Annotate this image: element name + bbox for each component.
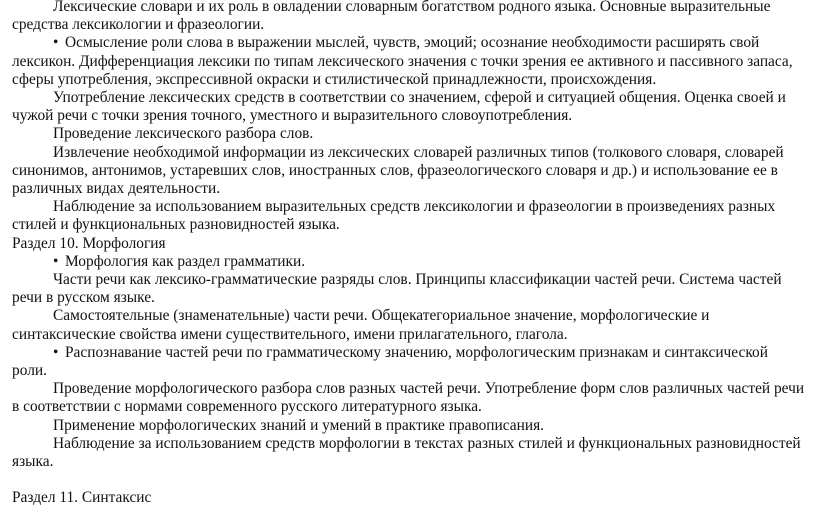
paragraph-morphology-observation: Наблюдение за использованием средств морфологии в текстах разных стилей и функциональных разновидностей языка.	[12, 434, 801, 471]
paragraph-lexical-dictionaries: Лексические словари и их роль в овладении словарным богатством родного языка. Основные выразительные средства лексикологии и фразеологии.	[12, 0, 771, 34]
bullet-item-word-role	[12, 34, 806, 89]
bullet-icon: •	[53, 343, 59, 361]
paragraph-dictionary-info: Извлечение необходимой информации из лексических словарей различных типов (толкового словаря, словарей синонимов, антонимов, устаревших слов, иностранных слов, фразеологического словаря и др.) и использование ее в различных видах деятельности.	[12, 143, 784, 198]
paragraph-lexical-analysis: Проведение лексического разбора слов.	[53, 125, 314, 143]
section-heading-morphology: Раздел 10. Морфология	[12, 234, 166, 252]
paragraph-morphological-analysis: Проведение морфологического разбора слов разных частей речи. Употребление форм слов различных частей речи в соответствии с нормами современного русского литературного языка.	[12, 380, 805, 416]
paragraph-lexical-usage: Употребление лексических средств в соответствии со значением, сферой и ситуацией общения. Оценка своей и чужой речи с точки зрения точного, уместного и выразительного словоупотребления.	[12, 89, 786, 125]
paragraph-independent-parts: Самостоятельные (знаменательные) части речи. Общекатегориальное значение, морфологические и синтаксические свойства имени существительного, имени прилагательного, глагола.	[12, 307, 710, 343]
paragraph-expressive-means: Наблюдение за использованием выразительных средств лексикологии и фразеологии в произведениях разных стилей и функциональных разновидностей языка.	[12, 198, 776, 234]
section-heading-syntax: Раздел 11. Синтаксис	[12, 489, 152, 507]
bullet-icon: •	[53, 252, 59, 270]
paragraph-parts-of-speech: Части речи как лексико-грамматические разряды слов. Принципы классификации частей речи. Система частей речи в русском языке.	[12, 271, 782, 307]
bullet-text: Распознавание частей речи по грамматическому значению, морфологическим признакам и синтаксической роли.	[12, 343, 768, 380]
bullet-item-recognition	[12, 344, 806, 380]
paragraph-spelling-practice: Применение морфологических знаний и умений в практике правописания.	[53, 416, 545, 434]
blank-line	[12, 471, 806, 489]
bullet-item-morphology-grammar	[12, 253, 806, 271]
bullet-text: Осмысление роли слова в выражении мыслей, чувств, эмоций; осознание необходимости расширять свой лексикон. Дифференциация лексики по типам лексического значения с точки зрения ее активного и пассивного запаса, сферы употребления, экспрессивной окраски и стилистической принадлежности, происхождения.	[12, 34, 793, 88]
bullet-text: Морфология как раздел грамматики.	[65, 252, 306, 270]
bullet-icon: •	[53, 34, 59, 52]
